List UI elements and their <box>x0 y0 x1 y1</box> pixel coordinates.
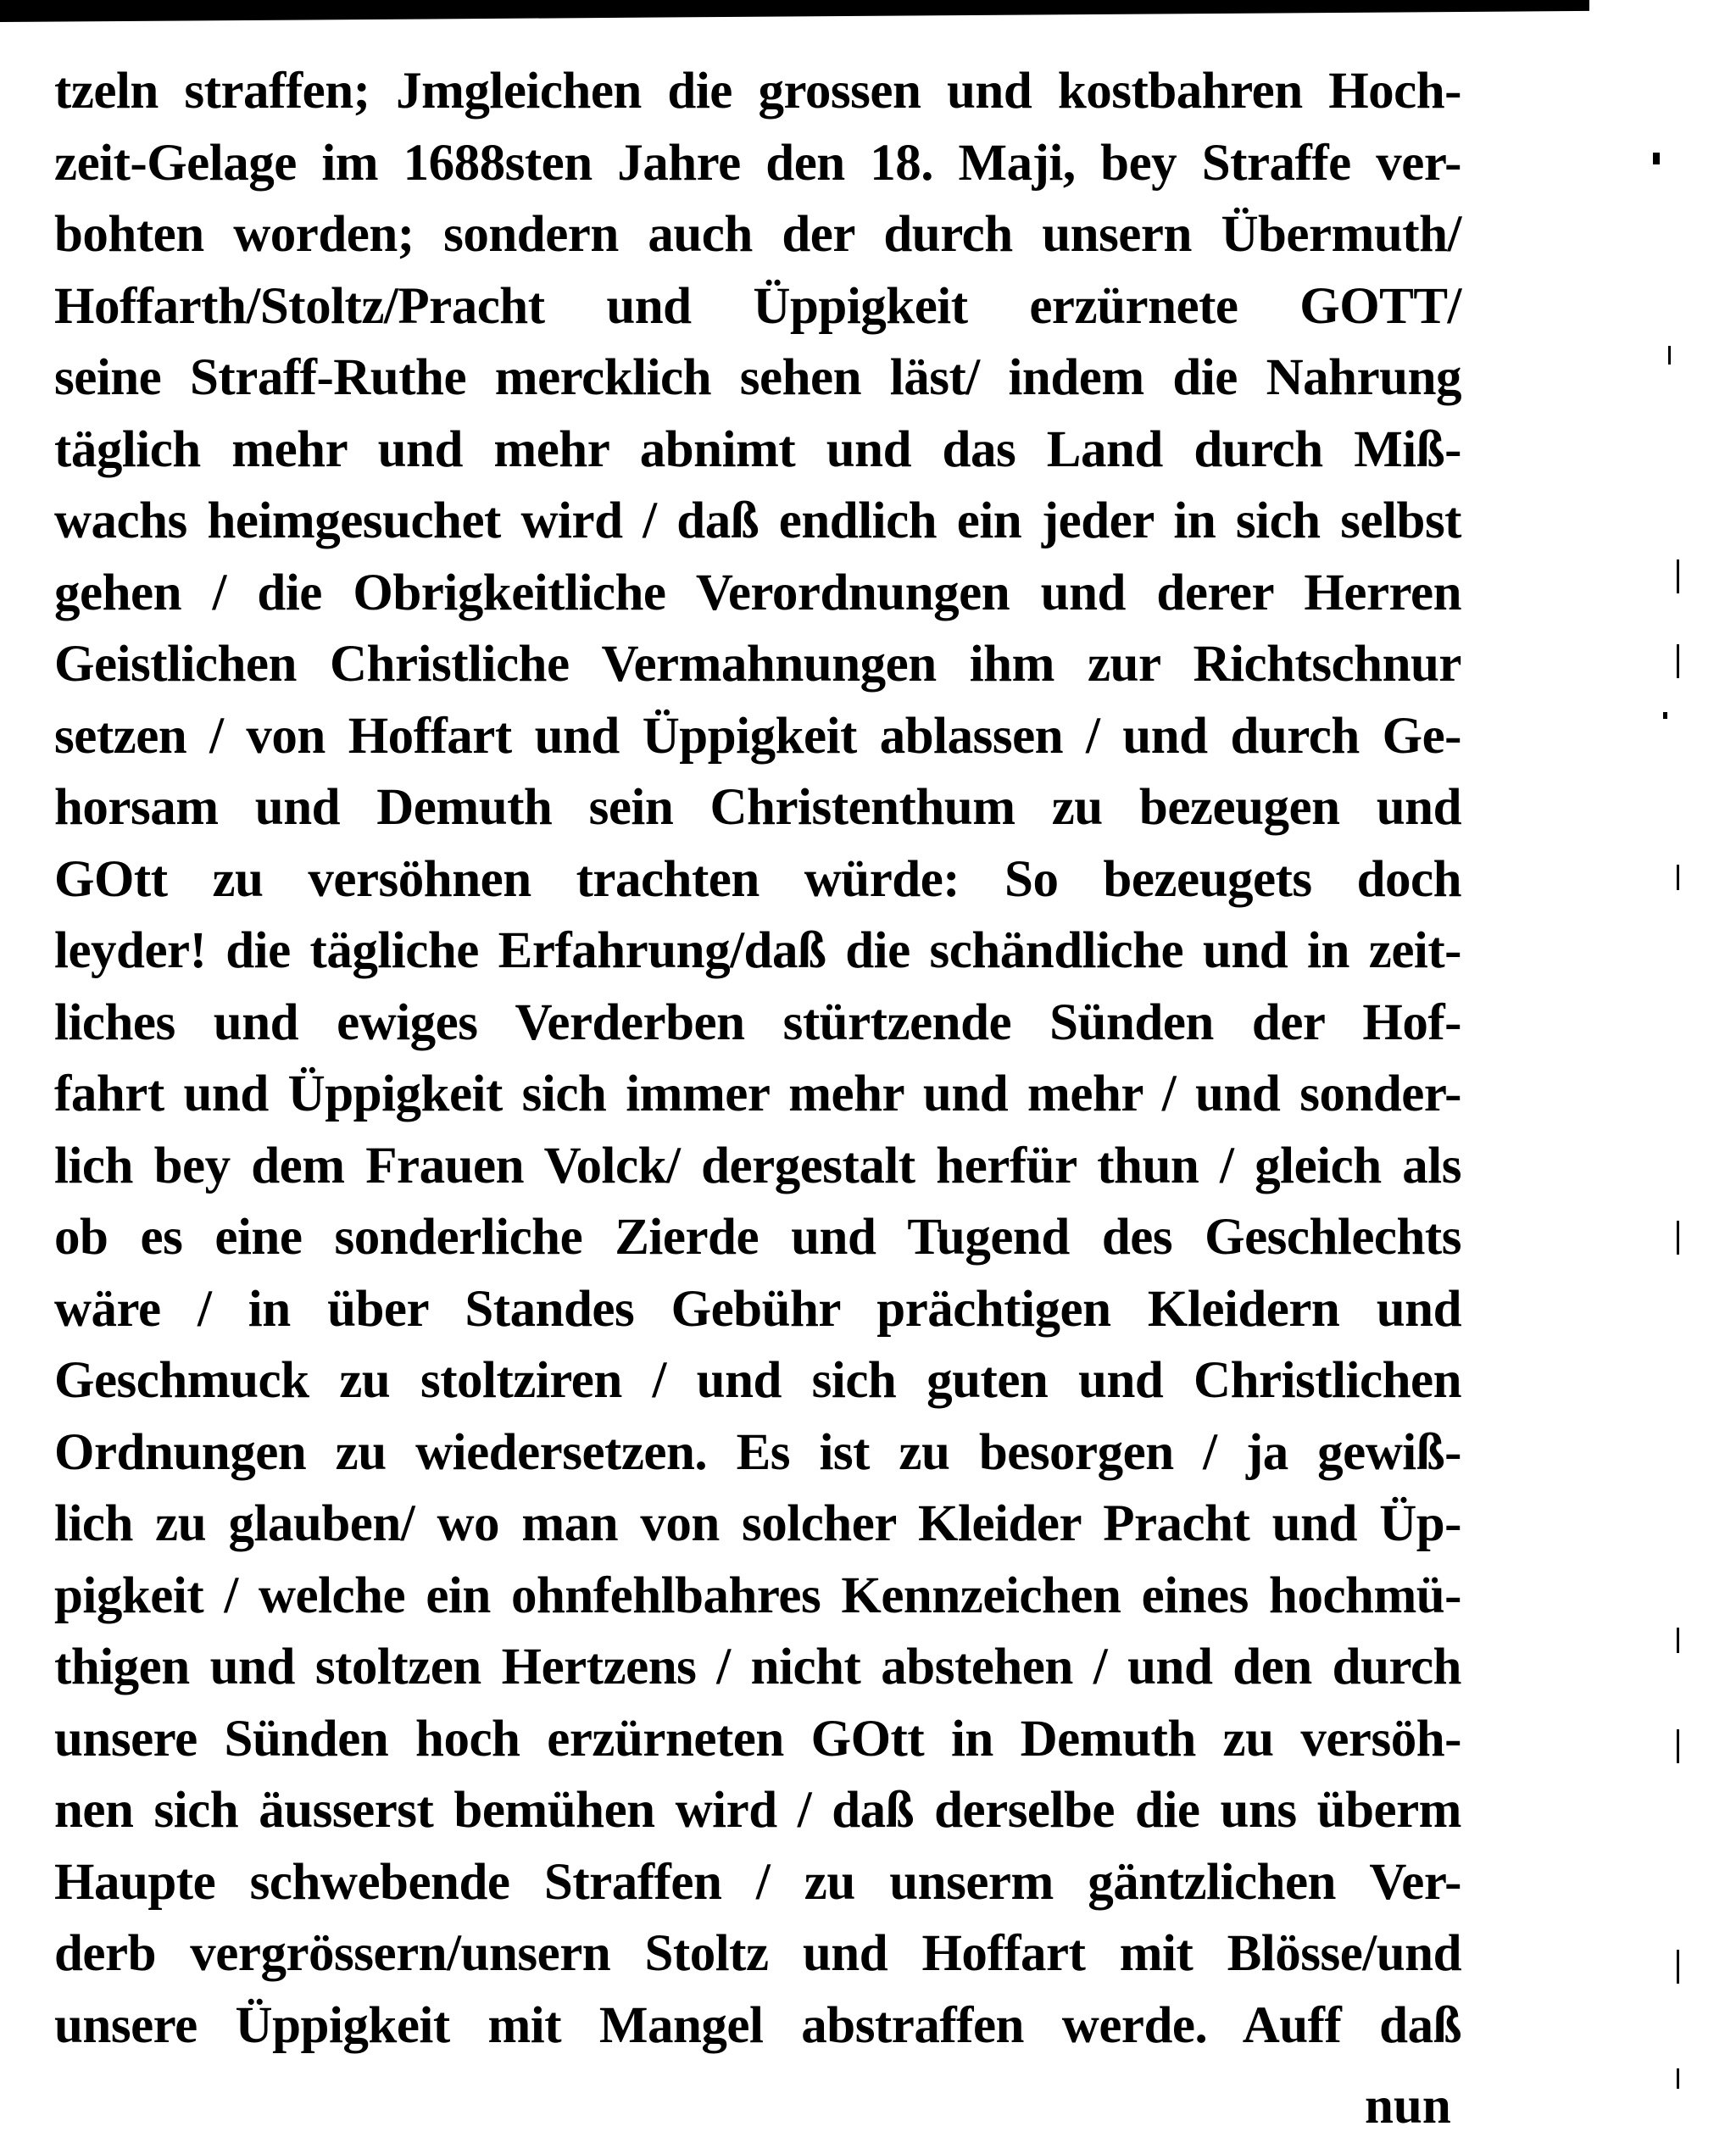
scan-speck <box>1677 1950 1679 1984</box>
text-line: leyder! die tägliche Erfahrung/daß die schändliche und in zeit- <box>54 922 1461 979</box>
text-line: lich bey dem Frauen Volck/ dergestalt herfür thun / gleich als <box>54 1137 1461 1194</box>
catchword: nun <box>1365 2078 1451 2135</box>
text-line: pigkeit / welche ein ohnfehlbahres Kennzeichen eines hochmü- <box>54 1567 1461 1624</box>
scan-speck <box>1677 865 1679 890</box>
scan-speck <box>1677 1628 1679 1653</box>
text-line: seine Straff-Ruthe mercklich sehen läst/ indem die Nahrung <box>54 349 1461 406</box>
text-line: liches und ewiges Verderben stürtzende Sünden der Hof- <box>54 994 1461 1051</box>
text-line: ob es eine sonderliche Zierde und Tugend des Geschlechts <box>54 1209 1461 1266</box>
text-line: gehen / die Obrigkeitliche Verordnungen und derer Herren <box>54 564 1461 621</box>
text-line: thigen und stoltzen Hertzens / nicht abstehen / und den durch <box>54 1639 1461 1695</box>
text-line: unsere Sünden hoch erzürneten GOtt in Demuth zu versöh- <box>54 1710 1461 1767</box>
text-line: Hoffarth/Stoltz/Pracht und Üppigkeit erzürnete GOTT/ <box>54 277 1461 335</box>
scan-speck <box>1677 1729 1679 1763</box>
text-line: bohten worden; sondern auch der durch unsern Übermuth/ <box>54 206 1461 263</box>
text-line: Ordnungen zu wiedersetzen. Es ist zu besorgen / ja gewiß- <box>54 1423 1461 1481</box>
text-line: täglich mehr und mehr abnimt und das Land durch Miß- <box>54 420 1461 478</box>
scan-speck <box>1677 1221 1679 1255</box>
text-line: setzen / von Hoffart und Üppigkeit ablassen / und durch Ge- <box>54 707 1461 765</box>
scan-speck <box>1677 2068 1679 2089</box>
text-line: GOtt zu versöhnen trachten würde: So bezeugets doch <box>54 850 1461 908</box>
scan-speck <box>1677 644 1679 678</box>
body-text <box>54 56 1461 2062</box>
text-line: unsere Üppigkeit mit Mangel abstraffen werde. Auff daß <box>54 1996 1461 2054</box>
text-line: fahrt und Üppigkeit sich immer mehr und mehr / und sonder- <box>54 1066 1461 1122</box>
text-line: wachs heimgesuchet wird / daß endlich ein jeder in sich selbst <box>54 493 1461 549</box>
text-line: wäre / in über Standes Gebühr prächtigen Kleidern und <box>54 1280 1461 1338</box>
text-line: nen sich äusserst bemühen wird / daß derselbe die uns überm <box>54 1782 1461 1839</box>
scan-speck <box>1663 712 1667 719</box>
text-line: zeit-Gelage im 1688sten Jahre den 18. Maji, bey Straffe ver- <box>54 134 1461 192</box>
text-line: Geistlichen Christliche Vermahnungen ihm zur Richtschnur <box>54 636 1461 693</box>
text-line: Geschmuck zu stoltziren / und sich guten und Christlichen <box>54 1352 1461 1409</box>
scan-speck <box>1668 346 1671 365</box>
text-line: tzeln straffen; Jmgleichen die grossen und kostbahren Hoch- <box>54 63 1461 120</box>
scan-speck <box>1653 153 1660 164</box>
text-line: lich zu glauben/ wo man von solcher Kleider Pracht und Üp- <box>54 1495 1461 1552</box>
text-line: horsam und Demuth sein Christenthum zu bezeugen und <box>54 779 1461 836</box>
text-line: Haupte schwebende Straffen / zu unserm gäntzlichen Ver- <box>54 1853 1461 1911</box>
scan-speck <box>1677 559 1679 593</box>
text-line: derb vergrössern/unsern Stoltz und Hoffart mit Blösse/und <box>54 1925 1461 1982</box>
scan-edge-bar <box>0 0 1589 22</box>
